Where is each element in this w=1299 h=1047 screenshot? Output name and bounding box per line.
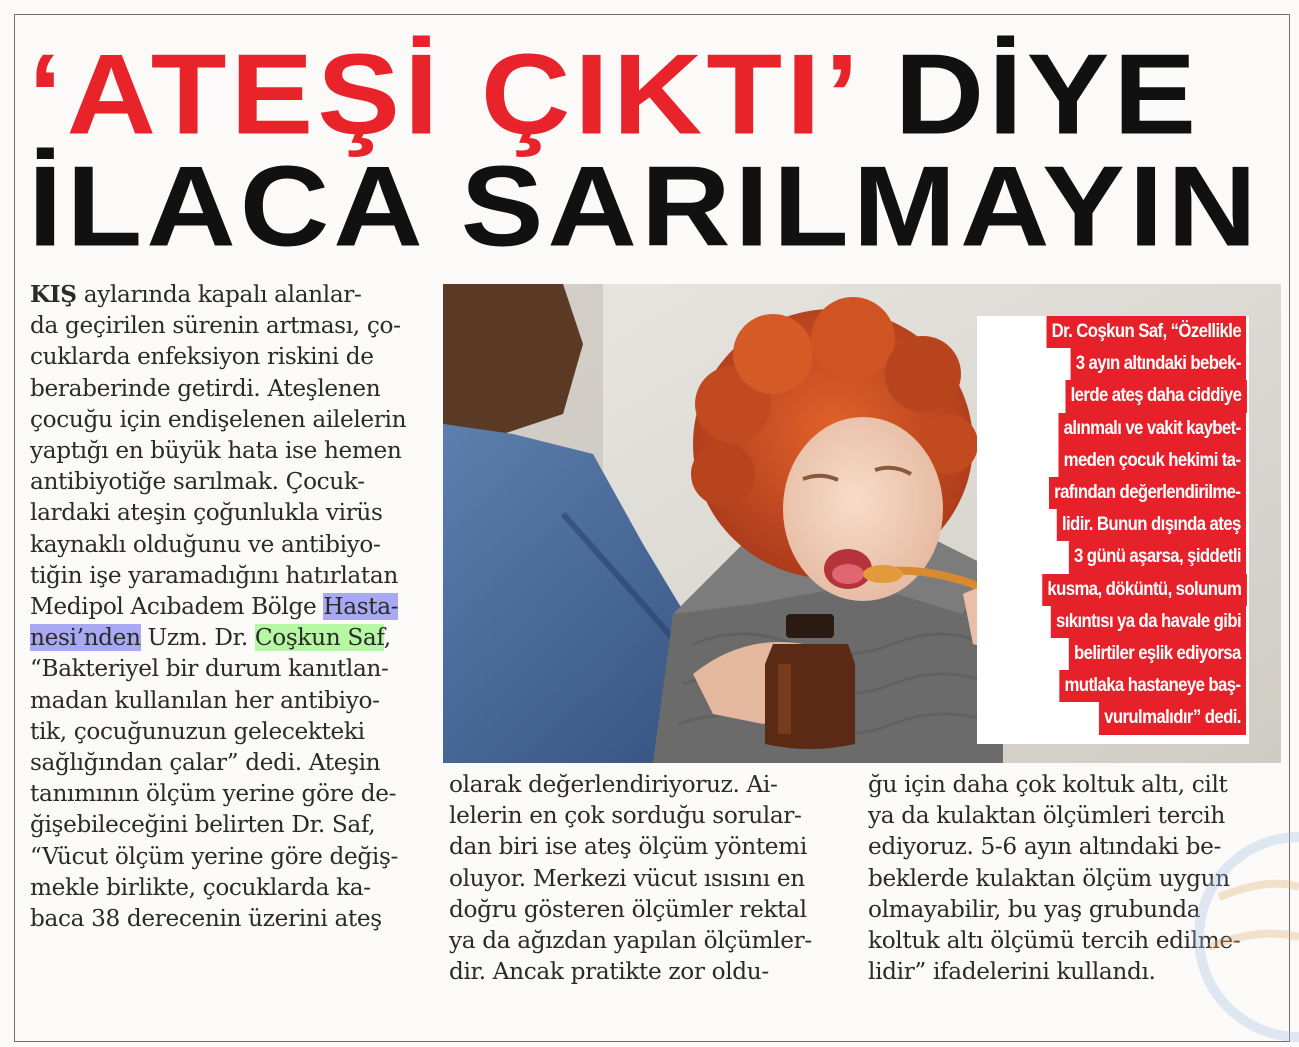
body-line: antibiyotiğe sarılmak. Çocuk- <box>30 468 365 496</box>
headline-line-1 <box>28 31 1278 159</box>
body-line: doğru gösteren ölçümler rektal <box>449 895 807 923</box>
quote-line: lerde ateş daha ciddiye <box>1009 380 1247 412</box>
quote-line: meden çocuk hekimi ta- <box>1009 445 1247 477</box>
body-line: KIŞ aylarında kapalı alanlar- <box>30 281 362 308</box>
body-line: madan kullanılan her antibiyo- <box>30 686 380 714</box>
quote-line: mutlaka hastaneye baş- <box>1009 670 1247 702</box>
highlight-hospital: nesi’nden <box>30 624 141 652</box>
body-line: koltuk altı ölçümü tercih edilme- <box>868 927 1241 955</box>
body-line: sağlığından çalar” dedi. Ateşin <box>30 749 381 777</box>
quote-line: rafından değerlendirilme- <box>1009 477 1247 509</box>
body-line: lelerin en çok sorduğu sorular- <box>449 802 802 830</box>
body-line: yaptığı en büyük hata ise hemen <box>30 437 402 465</box>
body-line: olmayabilir, bu yaş grubunda <box>868 895 1201 923</box>
body-line: Medipol Acıbadem Bölge Hasta- <box>30 593 399 621</box>
body-line: beklerde kulaktan ölçüm uygun <box>868 864 1230 892</box>
body-line: “Vücut ölçüm yerine göre değiş- <box>30 842 398 870</box>
body-line: tanımının ölçüm yerine göre de- <box>30 780 397 808</box>
quote-line: kusma, döküntü, solunum <box>1009 574 1247 606</box>
body-line: dan biri ise ateş ölçüm yöntemi <box>449 833 807 861</box>
body-line: lidir” ifadelerini kullandı. <box>868 958 1156 986</box>
body-line: kaynaklı olduğunu ve antibiyo- <box>30 530 381 558</box>
body-line: nesi’nden Uzm. Dr. Coşkun Saf, <box>30 624 391 652</box>
quote-line: 3 günü aşarsa, şiddetli <box>1009 541 1247 573</box>
body-line: “Bakteriyel bir durum kanıtlan- <box>30 655 389 683</box>
headline-line-2: İLACA SARILMAYIN <box>28 143 1261 271</box>
body-line: ya da kulaktan ölçümleri tercih <box>868 802 1225 830</box>
body-line: oluyor. Merkezi vücut ısısını en <box>449 864 805 892</box>
quote-line: alınmalı ve vakit kaybet- <box>1009 413 1247 445</box>
pull-quote-box <box>977 316 1249 744</box>
body-line: cuklarda enfeksiyon riskini de <box>30 343 374 371</box>
body-line: da geçirilen sürenin artması, ço- <box>30 312 401 340</box>
body-line: ğu için daha çok koltuk altı, cilt <box>868 771 1228 798</box>
body-line: ediyoruz. 5-6 ayın altındaki be- <box>868 833 1221 861</box>
highlight-hospital: Hasta- <box>323 593 399 621</box>
body-line: olarak değerlendiriyoruz. Ai- <box>449 771 778 798</box>
quote-line: sıkıntısı ya da havale gibi <box>1009 606 1247 638</box>
quote-line: 3 ayın altındaki bebek- <box>1009 348 1247 380</box>
article-middle-column <box>449 769 841 987</box>
headline-red-text: ‘ATEŞİ ÇIKTI’ <box>28 31 857 159</box>
body-line: tiğin işe yaramadığını hatırlatan <box>30 561 398 589</box>
body-line: ya da ağızdan yapılan ölçümler- <box>449 927 812 955</box>
body-line: tik, çocuğunuzun gelecekteki <box>30 717 365 745</box>
article-left-column <box>30 279 422 934</box>
quote-line: vurulmalıdır” dedi. <box>1009 702 1247 734</box>
headline-black-text: DİYE <box>856 31 1201 159</box>
quote-line: lidir. Bunun dışında ateş <box>1009 509 1247 541</box>
quote-line: Dr. Coşkun Saf, “Özellikle <box>1009 316 1247 348</box>
body-line: dir. Ancak pratikte zor oldu- <box>449 958 769 986</box>
body-line: beraberinde getirdi. Ateşlenen <box>30 374 381 402</box>
highlight-doctor-name: Coşkun Saf <box>254 624 384 652</box>
body-line: çocuğu için endişelenen ailelerin <box>30 405 407 433</box>
corner-watermark-icon <box>1179 827 1299 1047</box>
body-line: mekle birlikte, çocuklarda ka- <box>30 873 371 901</box>
pull-quote-text <box>1009 316 1247 735</box>
body-line: lardaki ateşin çoğunlukla virüs <box>30 499 383 527</box>
body-line: baca 38 derecenin üzerini ateş <box>30 905 382 933</box>
lead-word: KIŞ <box>30 281 77 308</box>
quote-line: belirtiler eşlik ediyorsa <box>1009 638 1247 670</box>
body-line: ğişebileceğini belirten Dr. Saf, <box>30 811 376 839</box>
